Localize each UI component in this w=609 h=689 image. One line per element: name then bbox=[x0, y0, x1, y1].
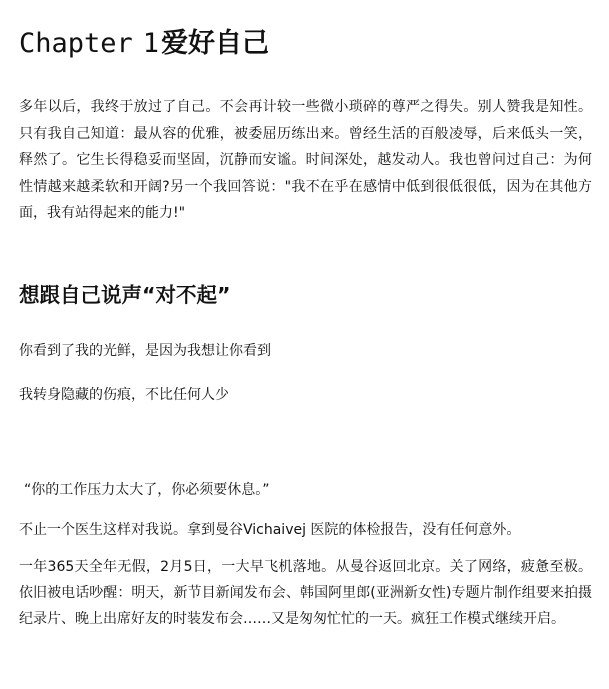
chapter-number: 1 bbox=[142, 28, 160, 59]
body-line: 你看到了我的光鲜，是因为我想让你看到 bbox=[19, 343, 271, 359]
body-line: 不止一个医生这样对我说。拿到曼谷Vichaivej 医院的体检报告，没有任何意外。 bbox=[19, 522, 521, 538]
intro-paragraph: 多年以后，我终于放过了自己。不会再计较一些微小琐碎的尊严之得失。别人赞我是知性。只有我自己知道：最从容的优雅，被委屈历练出来。曾经生活的百般凌辱，后来低头一笑，释然了。它生长得稳妥而坚固，沉静而安谧。时间深处，越发动人。我也曾问过自己：为何性情越来越柔软和开阔?另一个我回答说："我不在乎在感情中低到很低很低，因为在其他方面，我有站得起来的能力!" bbox=[19, 99, 592, 221]
chapter-title-text: 爱好自己 bbox=[161, 28, 270, 59]
body-line: 我转身隐藏的伤痕，不比任何人少 bbox=[19, 387, 229, 403]
body-paragraph: 一年365天全年无假，2月5日，一大早飞机落地。从曼谷返回北京。关了网络，疲惫至极。依旧被电话吵醒：明天，新节目新闻发布会、韩国阿里郎(亚洲新女性)专题片制作组要来拍摄纪录片、晚上出席好友的时装发布会……又是匆匆忙忙的一天。疯狂工作模式继续开启。 bbox=[19, 559, 592, 627]
quote-line: “你的工作压力太大了，你必须要休息。” bbox=[24, 482, 270, 498]
chapter-word: Chapter bbox=[19, 28, 133, 59]
section-heading: 想跟自己说声“对不起” bbox=[19, 283, 231, 307]
chapter-title bbox=[19, 24, 269, 64]
